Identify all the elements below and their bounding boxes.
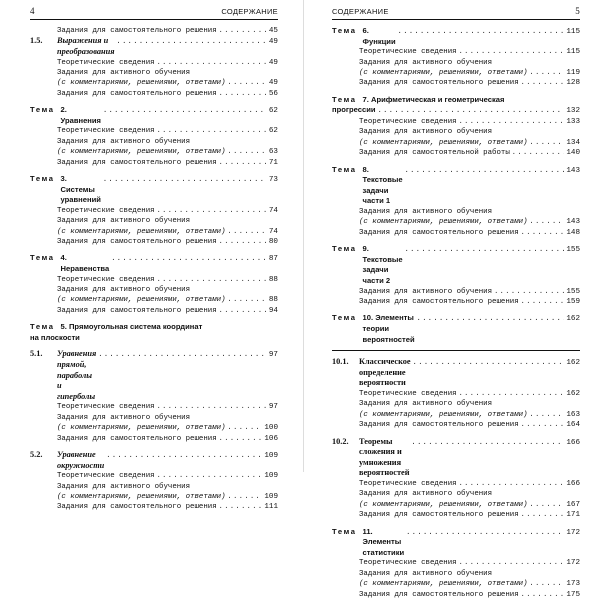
toc-entry: [30, 105, 278, 168]
toc-page: 115: [566, 48, 580, 57]
toc-page: 115: [566, 28, 580, 36]
toc-page: 132: [566, 107, 580, 116]
dot-leader: [219, 237, 267, 247]
toc-entry: [332, 527, 580, 600]
toc-page: 162: [566, 359, 580, 368]
tema-label: Тема: [332, 26, 357, 35]
toc-heading: [332, 244, 580, 286]
section-title: Уравнения прямой, параболы и гиперболы: [57, 349, 97, 401]
toc-entry: [332, 244, 580, 307]
toc-label-cont: (с комментариями, решениями, ответами): [57, 148, 226, 157]
dot-leader: [459, 479, 565, 489]
toc-label: Задания для самостоятельного решения: [359, 79, 519, 88]
dot-leader: [219, 26, 267, 36]
toc-line: [332, 287, 580, 297]
toc-line: [30, 502, 278, 512]
divider: [332, 350, 580, 351]
toc-line: [30, 295, 278, 305]
toc-label: Задания для самостоятельного решения: [359, 421, 519, 430]
tema-title: 7. Арифметическая и геометрическая: [362, 94, 505, 104]
toc-line: [332, 510, 580, 520]
dot-leader: [219, 502, 263, 512]
toc-entry: [30, 253, 278, 316]
dot-leader: [417, 314, 565, 325]
dot-leader: [219, 89, 267, 99]
toc-line: [332, 47, 580, 57]
toc-label-cont: (с комментариями, решениями, ответами): [57, 424, 226, 433]
toc-label-cont: (с комментариями, решениями, ответами): [359, 218, 528, 227]
toc-page: 162: [566, 315, 580, 324]
toc-entry: [332, 313, 580, 351]
toc-label: Задания для активного обучения: [57, 137, 191, 146]
toc-label-cont: (с комментариями, решениями, ответами): [359, 410, 528, 419]
dot-leader: [459, 389, 565, 399]
toc-page: 71: [268, 158, 278, 167]
toc-label: Задания для активного обучения: [359, 208, 493, 216]
toc-label: Задания для активного обучения: [57, 413, 191, 422]
toc-heading-cont: [332, 105, 580, 117]
tema-title: 2. Уравнения: [60, 105, 101, 125]
toc-page: 74: [268, 227, 278, 236]
dot-leader: [530, 579, 565, 589]
toc-line: [332, 410, 580, 420]
toc-heading: [332, 165, 580, 207]
toc-line: [30, 58, 278, 68]
toc-line: [332, 228, 580, 238]
toc-line: [30, 492, 278, 502]
dot-leader: [103, 175, 267, 186]
toc-line: [332, 389, 580, 399]
dot-leader: [157, 402, 267, 412]
toc-line: [30, 89, 278, 99]
dot-leader: [106, 451, 262, 462]
toc-line: [30, 275, 278, 285]
left-toc: [30, 36, 278, 512]
toc-heading: [30, 253, 278, 274]
toc-page: 155: [566, 246, 580, 255]
toc-entry: [30, 349, 278, 444]
toc-line: [30, 423, 278, 433]
toc-page: 88: [268, 275, 278, 284]
dot-leader: [521, 420, 565, 430]
tema-label: Тема: [332, 526, 357, 536]
toc-label: Теоретические сведения: [359, 479, 457, 488]
toc-page: 171: [566, 511, 580, 520]
section-title: Уравнение окружности: [57, 450, 105, 470]
dot-leader: [103, 106, 267, 117]
toc-entry: [30, 174, 278, 247]
toc-label: Задания для самостоятельного решения: [57, 158, 217, 167]
dot-leader: [228, 492, 263, 502]
toc-entry: [332, 437, 580, 521]
toc-heading: [332, 527, 580, 559]
dot-leader: [111, 254, 267, 265]
toc-heading-cont: [30, 333, 278, 344]
toc-page: 56: [268, 89, 278, 98]
toc-line: [30, 206, 278, 216]
tema-title: 4. Неравенства: [60, 253, 110, 274]
dot-leader: [521, 590, 565, 600]
toc-label: Задания для активного обучения: [359, 128, 493, 137]
toc-page: 173: [566, 580, 580, 589]
toc-label-cont: (с комментариями, решениями, ответами): [57, 79, 226, 88]
toc-line: [30, 147, 278, 157]
toc-label: Задания для активного обучения: [57, 482, 191, 491]
dot-leader: [521, 78, 565, 88]
toc-page: 62: [268, 107, 278, 116]
dot-leader: [98, 350, 267, 361]
dot-leader: [228, 147, 267, 157]
toc-label: Теоретические сведения: [359, 48, 457, 57]
dot-leader: [530, 410, 565, 420]
toc-heading: [332, 95, 580, 106]
toc-label: Задания для активного обучения: [57, 69, 191, 77]
toc-line: [332, 138, 580, 148]
toc-heading: [30, 174, 278, 206]
toc-line: [332, 579, 580, 589]
toc-label-cont: (с комментариями, решениями, ответами): [359, 69, 528, 77]
dot-leader: [398, 27, 565, 38]
toc-label-cont: (с комментариями, решениями, ответами): [57, 296, 226, 305]
toc-page: 109: [264, 493, 278, 502]
toc-label: Задания для самостоятельного решения: [359, 228, 519, 237]
toc-line: [30, 306, 278, 316]
toc-entry: [332, 26, 580, 89]
toc-page: 172: [566, 559, 580, 568]
dot-leader: [157, 58, 267, 68]
toc-page: 111: [264, 503, 278, 512]
dot-leader: [521, 510, 565, 520]
toc-page: 162: [566, 389, 580, 398]
toc-page: 134: [566, 138, 580, 147]
dot-leader: [530, 138, 565, 148]
toc-heading: [30, 36, 278, 57]
toc-page: 73: [268, 176, 278, 185]
toc-label: Задания для самостоятельного решения: [57, 89, 217, 98]
toc-label: Задания для активного обучения: [359, 569, 493, 578]
section-number: 1.5.: [30, 36, 43, 46]
toc-page: 109: [264, 472, 278, 481]
toc-page: 143: [566, 218, 580, 227]
tema-label: Тема: [332, 313, 357, 323]
toc-line: [332, 558, 580, 568]
dot-leader: [116, 37, 266, 48]
section-title: Теоремы сложения и умножения вероятностей: [359, 436, 410, 478]
toc-label: Теоретические сведения: [359, 118, 457, 126]
running-head: [30, 6, 278, 20]
toc-page: 164: [566, 421, 580, 430]
toc-line: [332, 68, 580, 78]
toc-heading: [30, 105, 278, 126]
toc-page: 100: [264, 424, 278, 433]
dot-leader: [459, 117, 565, 127]
tema-label: Тема: [332, 244, 357, 254]
toc-page: 140: [566, 149, 580, 158]
dot-leader: [530, 500, 565, 510]
toc-label: Задания для самостоятельного решения: [57, 503, 217, 512]
toc-label: Задания для самостоятельного решения: [359, 298, 519, 306]
dot-leader: [530, 217, 565, 227]
tema-title: 8. Текстовые задачи части 1: [362, 164, 403, 206]
toc-label: Задания для самостоятельной работы: [359, 149, 510, 158]
dot-leader: [157, 471, 263, 481]
toc-page: 49: [268, 38, 278, 47]
toc-entry: [30, 450, 278, 513]
toc-page: 143: [566, 166, 580, 175]
tema-label: Тема: [30, 105, 55, 115]
toc-label: Теоретические сведения: [57, 127, 155, 136]
toc-line: [30, 26, 278, 36]
toc-page: 128: [566, 79, 580, 88]
dot-leader: [405, 166, 565, 177]
toc-heading: [332, 26, 580, 47]
toc-label: Задания для самостоятельного решения: [57, 238, 217, 247]
running-head-title: СОДЕРЖАНИЕ: [332, 7, 389, 16]
dot-leader: [157, 275, 267, 285]
tema-label: Тема: [332, 94, 357, 104]
toc-page: 166: [566, 479, 580, 488]
dot-leader: [228, 227, 267, 237]
running-head: [332, 6, 580, 20]
toc-label: Задания для самостоятельного решения: [57, 27, 217, 35]
toc-page: 133: [566, 118, 580, 126]
tema-label: Тема: [30, 322, 55, 332]
tema-title: 9. Текстовые задачи части 2: [362, 244, 403, 285]
toc-label: Задания для активного обучения: [359, 58, 493, 67]
toc-page: 88: [268, 296, 278, 305]
toc-entry: [30, 36, 278, 99]
page-number: 5: [575, 6, 580, 16]
toc-label: Задания для активного обучения: [57, 217, 191, 226]
toc-page: 119: [566, 69, 580, 77]
toc-label-cont: (с комментариями, решениями, ответами): [359, 138, 528, 147]
toc-heading: [30, 349, 278, 402]
dot-leader: [406, 528, 564, 539]
toc-page: 62: [268, 127, 278, 136]
dot-leader: [411, 438, 564, 449]
toc-heading: [30, 450, 278, 471]
toc-page: 106: [264, 434, 278, 443]
toc-line: [30, 471, 278, 481]
toc-entry: [332, 357, 580, 430]
toc-line: [30, 237, 278, 247]
toc-heading: [332, 357, 580, 389]
toc-line: [332, 217, 580, 227]
toc-page: 167: [566, 500, 580, 509]
toc-entry: [30, 322, 278, 343]
running-head-title: СОДЕРЖАНИЕ: [221, 7, 278, 16]
dot-leader: [219, 434, 263, 444]
toc-line: [332, 479, 580, 489]
toc-label: Задания для активного обучения: [359, 490, 493, 499]
toc-page: 97: [268, 403, 278, 412]
toc-heading: [30, 322, 278, 333]
right-toc: [332, 26, 580, 600]
tema-label: Тема: [332, 164, 357, 174]
dot-leader: [512, 148, 565, 158]
toc-page: 45: [268, 27, 278, 35]
toc-line: [30, 227, 278, 237]
tema-title: 3. Системы уравнений: [60, 174, 101, 205]
toc-entry: [332, 95, 580, 159]
section-number: 10.2.: [332, 436, 349, 446]
dot-leader: [459, 47, 565, 57]
toc-line: [332, 590, 580, 600]
toc-page: 175: [566, 590, 580, 599]
toc-page: 87: [268, 255, 278, 264]
toc-line: [332, 500, 580, 510]
tema-title-cont: на плоскости: [30, 332, 80, 342]
section-title: Классическое определение вероятности: [359, 357, 411, 388]
toc-page: 166: [566, 438, 580, 447]
toc-label: Теоретические сведения: [359, 559, 457, 568]
toc-label: Задания для самостоятельного решения: [57, 434, 217, 443]
toc-line: [30, 158, 278, 168]
toc-label: Задания для самостоятельного решения: [359, 590, 519, 599]
section-number: 5.2.: [30, 450, 43, 460]
toc-page: 94: [268, 306, 278, 315]
right-page: [304, 0, 608, 599]
dot-leader: [228, 295, 267, 305]
toc-line: [332, 78, 580, 88]
toc-page: 49: [268, 79, 278, 88]
toc-line: [30, 78, 278, 88]
toc-entry: [332, 165, 580, 239]
dot-leader: [521, 228, 565, 238]
toc-label: Теоретические сведения: [57, 403, 155, 412]
toc-page: 97: [268, 351, 278, 360]
toc-line: [30, 434, 278, 444]
toc-heading: [332, 437, 580, 479]
toc-label: Задания для активного обучения: [359, 287, 493, 296]
toc-line: [332, 297, 580, 307]
toc-page: 109: [264, 452, 278, 461]
page-number: 4: [30, 6, 35, 16]
toc-page: 74: [268, 206, 278, 215]
dot-leader: [459, 558, 565, 568]
toc-heading: [332, 313, 580, 345]
toc-label: Задания для самостоятельного решения: [57, 306, 217, 315]
dot-leader: [219, 306, 267, 316]
section-title: Выражения и преобразования: [57, 36, 115, 56]
toc-line: [30, 126, 278, 136]
toc-line: [30, 402, 278, 412]
dot-leader: [157, 126, 267, 136]
toc-page: 80: [268, 238, 278, 247]
tema-title: 6. Функции: [362, 26, 396, 46]
toc-page: 49: [268, 58, 278, 67]
toc-page: 159: [566, 298, 580, 306]
dot-leader: [228, 423, 263, 433]
tema-title: 10. Элементы теории вероятностей: [362, 313, 415, 344]
toc-label: Задания для самостоятельного решения: [359, 511, 519, 520]
toc-line: [332, 148, 580, 158]
toc-label: Теоретические сведения: [57, 275, 155, 284]
left-page: [0, 0, 304, 512]
toc-label-cont: (с комментариями, решениями, ответами): [359, 580, 528, 589]
toc-page: 148: [566, 228, 580, 237]
dot-leader: [413, 358, 565, 369]
dot-leader: [378, 106, 565, 117]
toc-page: 63: [268, 148, 278, 157]
dot-leader: [157, 206, 267, 216]
toc-line: [332, 420, 580, 430]
section-number: 5.1.: [30, 349, 43, 359]
toc-label: Теоретические сведения: [359, 389, 457, 398]
dot-leader: [228, 78, 267, 88]
tema-label: Тема: [30, 253, 55, 263]
toc-line: [332, 117, 580, 127]
toc-page: 155: [566, 287, 580, 296]
toc-label-cont: (с комментариями, решениями, ответами): [57, 227, 226, 236]
dot-leader: [494, 287, 564, 297]
toc-label: Задания для активного обучения: [359, 400, 493, 409]
toc-label-cont: (с комментариями, решениями, ответами): [57, 493, 226, 502]
toc-page: 172: [566, 528, 580, 537]
tema-label: Тема: [30, 174, 55, 184]
toc-label: Теоретические сведения: [57, 472, 155, 481]
toc-page: 163: [566, 410, 580, 419]
dot-leader: [219, 158, 267, 168]
dot-leader: [405, 245, 565, 256]
toc-label: Задания для активного обучения: [57, 286, 191, 295]
dot-leader: [521, 297, 565, 307]
tema-title: 11. Элементы статистики: [362, 526, 405, 557]
toc-label: Теоретические сведения: [57, 206, 155, 215]
toc-label-cont: (с комментариями, решениями, ответами): [359, 500, 528, 509]
section-number: 10.1.: [332, 357, 349, 367]
tema-title: 5. Прямоугольная система координат: [60, 322, 203, 332]
dot-leader: [530, 68, 565, 78]
toc-label: Теоретические сведения: [57, 58, 155, 67]
tema-title-cont: прогрессии: [332, 105, 376, 115]
